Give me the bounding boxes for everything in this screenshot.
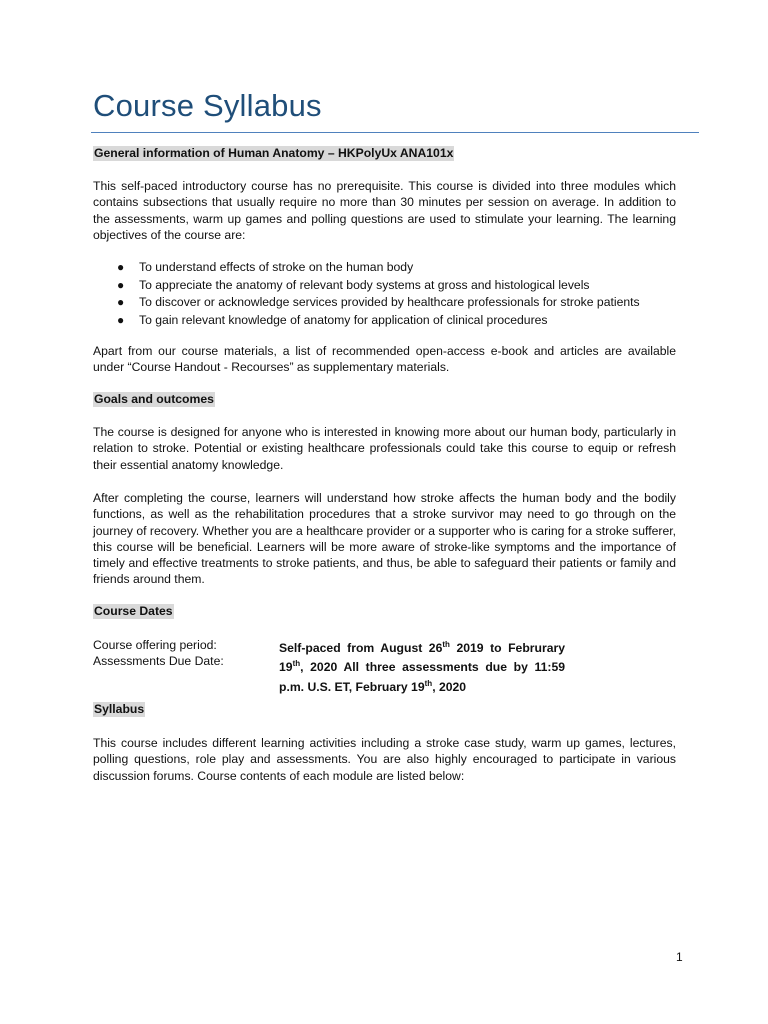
list-item: ● To understand effects of stroke on the human body <box>115 259 685 277</box>
label-offering-period: Course offering period: <box>93 638 217 652</box>
document-title: Course Syllabus <box>93 88 322 123</box>
list-item: ● To gain relevant knowledge of anatomy for application of clinical procedures <box>115 312 685 330</box>
bullet-icon: ● <box>117 260 125 274</box>
bullet-icon: ● <box>117 277 125 292</box>
section-heading-general: General information of Human Anatomy – HKPolyUx ANA101x <box>94 146 454 160</box>
label-assessments-due: Assessments Due Date: <box>93 654 224 668</box>
objectives-list <box>115 259 685 329</box>
title-divider <box>91 132 699 133</box>
goals-paragraph-2: After completing the course, learners will understand how stroke affects the human body and the bodily functions, as well as the rehabilitation procedures that a stroke survivor may need to go through on the journey of recovery. Whether you are a healthcare provider or a supporter who is caring for a stroke sufferer, this course will be beneficial. Learners will be more aware of stroke-like symptoms and the importance of timely and effective treatments to stroke patients, and thus, be able to safeguard their patients or family and friends around them. <box>93 491 676 587</box>
section-heading-goals: Goals and outcomes <box>94 392 214 406</box>
bullet-icon: ● <box>117 295 125 309</box>
course-dates-value: Self-paced from August 26th 2019 to Februrary 19th, 2020 All three assessments due by 11:59 p.m. U.S. ET, February 19th, 2020 <box>279 640 565 694</box>
list-item: ● To appreciate the anatomy of relevant body systems at gross and histological levels <box>115 277 685 295</box>
syllabus-paragraph: This course includes different learning activities including a stroke case study, warm up games, lectures, polling questions, role play and assessments. You are also highly encouraged to participate in various discussion forums. Course contents of each module are listed below: <box>93 736 676 783</box>
document-page <box>93 0 676 1024</box>
list-item: ● To discover or acknowledge services provided by healthcare professionals for stroke patients <box>115 294 685 312</box>
section-heading-dates: Course Dates <box>94 604 173 618</box>
page-number: 1 <box>676 950 683 964</box>
intro-paragraph: This self-paced introductory course has no prerequisite. This course is divided into three modules which contains subsections that usually require no more than 30 minutes per session on average. In addition to the assessments, warm up games and polling questions are used to stimulate your learning. The learning objectives of the course are: <box>93 179 676 242</box>
materials-paragraph: Apart from our course materials, a list of recommended open-access e-book and articles are available under “Course Handout - Recourses” as supplementary materials. <box>93 344 676 375</box>
goals-paragraph-1: The course is designed for anyone who is interested in knowing more about our human body, particularly in relation to stroke. Potential or existing healthcare professionals could take this course to equip or refresh their essential anatomy knowledge. <box>93 425 676 472</box>
section-heading-syllabus: Syllabus <box>94 702 145 716</box>
bullet-icon: ● <box>117 312 125 327</box>
